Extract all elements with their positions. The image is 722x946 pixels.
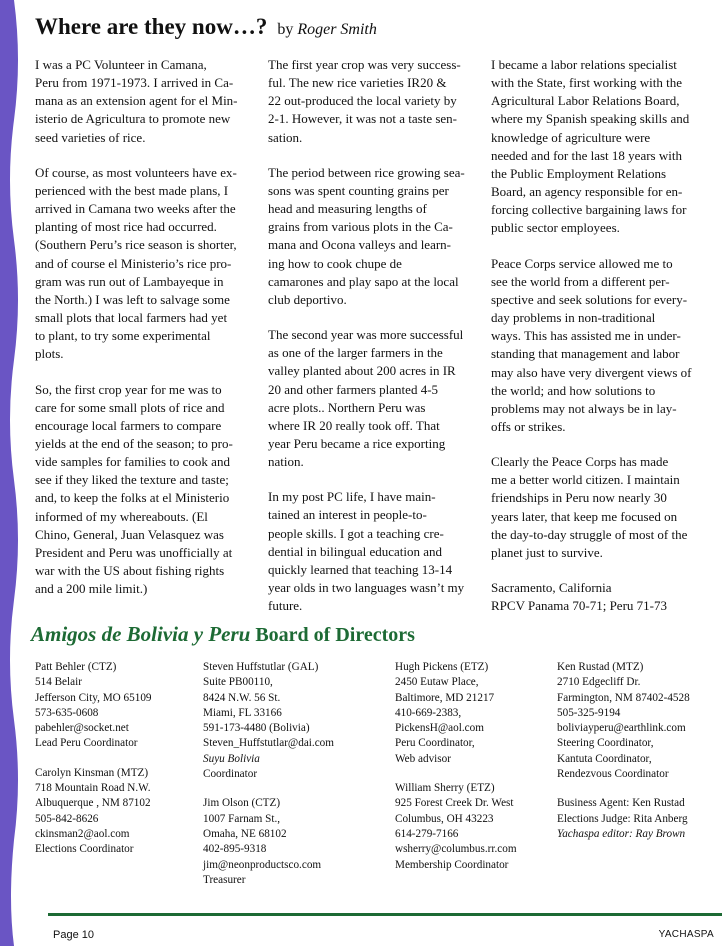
- left-decorative-bar: [0, 0, 23, 946]
- director-info-line: 402-895-9318: [203, 843, 267, 856]
- paragraph: I was a PC Volunteer in Camana, Peru from 1971-1973. I arrived in Ca- mana as an extension agent for el Min- isterio de Agricultura to promote new seed varieties of rice.: [35, 57, 238, 145]
- directory-column-4: [557, 660, 717, 856]
- directory-column-3: [395, 660, 555, 887]
- director-info-line: Lead Peru Coordinator: [35, 737, 138, 750]
- director-info-line: Peru Coordinator,: [395, 737, 475, 750]
- article-title: [35, 14, 705, 46]
- director-info-line: 1007 Farnam St.,: [203, 812, 281, 825]
- byline-author: Roger Smith: [297, 21, 377, 38]
- director-info-line: Farmington, NM 87402-4528: [557, 691, 690, 704]
- article-column-3: [491, 56, 713, 632]
- board-heading-rest: Board of Directors: [250, 624, 415, 646]
- director-info-line: Steering Coordinator,: [557, 737, 654, 750]
- director-email[interactable]: PickensH@aol.com: [395, 722, 484, 735]
- paragraph: The second year was more successful as one of the larger farmers in the valley planted about 200 acres in IR 20 and other farmers planted 4-5 acre plots.. Northern Peru was where IR 20 really took off. That year Peru became a rice exporting nation.: [268, 327, 464, 470]
- director-info-line: Omaha, NE 68102: [203, 827, 287, 840]
- paragraph: Of course, as most volunteers have ex- perienced with the best made plans, I arrived in Camana two weeks after the planting of most rice had occurred. (Southern Peru’s rice season is shorter, and of course el Ministerio’s rice pro- gram was run out of Lambayeque in the North.) I was left to salvage some small plots that local farmers had yet to plant, to try some experimental plots.: [35, 164, 237, 362]
- director-info-line: Albuquerque , NM 87102: [35, 797, 151, 810]
- article-column-2: [268, 56, 486, 632]
- publication-name: YACHASPA: [658, 929, 714, 940]
- paragraph: I became a labor relations specialist with the State, first working with the Agricultural Labor Relations Board, where my Spanish speaking skills and knowledge of agriculture were needed and for the last 18 years with the Public Employment Relations Board, an agency responsible for en- forcing collective bargaining laws for public sector employees.: [491, 57, 690, 236]
- director-info-line: William Sherry (ETZ): [395, 782, 495, 795]
- director-info-line: Elections Judge: Rita Anberg: [557, 812, 688, 825]
- director-email[interactable]: boliviayperu@earthlink.com: [557, 722, 686, 735]
- director-info-line: Kantuta Coordinator,: [557, 752, 652, 765]
- footer-divider: [48, 913, 722, 916]
- paragraph: The first year crop was very success- ful. The new rice varieties IR20 & 22 out-produced the local variety by 2-1. However, it was not a taste sen- sation.: [268, 57, 461, 145]
- director-email[interactable]: wsherry@columbus.rr.com: [395, 843, 517, 856]
- director-email[interactable]: pabehler@socket.net: [35, 722, 129, 735]
- director-info-line: 505-325-9194: [557, 706, 621, 719]
- director-info-line: 614-279-7166: [395, 827, 459, 840]
- director-info-line: Business Agent: Ken Rustad: [557, 797, 685, 810]
- director-info-line: Web advisor: [395, 752, 451, 765]
- director-entry: [557, 660, 717, 782]
- byline-by: by: [277, 21, 294, 38]
- director-info-line: 514 Belair: [35, 676, 82, 689]
- paragraph: So, the first crop year for me was to care for some small plots of rice and encourage local farmers to compare yields at the end of the season; to pro- vide samples for families to cook and see if they liked the texture and taste; and, to keep the folks at el Ministerio informed of my whereabouts. (El Chino, General, Juan Velasquez was President and Peru was unofficially at war with the US about fishing rights and a 200 mile limit.): [35, 381, 233, 597]
- director-info-line: Baltimore, MD 21217: [395, 691, 495, 704]
- director-info-line: Carolyn Kinsman (MTZ): [35, 766, 149, 779]
- director-info-line: 718 Mountain Road N.W.: [35, 782, 151, 795]
- paragraph: Peace Corps service allowed me to see the world from a different per- spective and seek solutions for every- day problems in non-traditional ways. This has assisted me in under- standing that management and labor may also have very divergent views of the world; and how solutions to problems may not always be in lay- offs or strikes.: [491, 255, 692, 434]
- director-info-line: 2710 Edgecliff Dr.: [557, 676, 641, 689]
- director-info-line: Columbus, OH 43223: [395, 812, 494, 825]
- page-number: Page 10: [53, 929, 94, 941]
- director-info-line: Jim Olson (CTZ): [203, 797, 281, 810]
- director-info-line: Elections Coordinator: [35, 843, 134, 856]
- director-info-line: 8424 N.W. 56 St.: [203, 691, 281, 704]
- director-info-line: Ken Rustad (MTZ): [557, 661, 644, 673]
- director-email[interactable]: ckinsman2@aol.com: [35, 827, 130, 840]
- director-info-line: Jefferson City, MO 65109: [35, 691, 152, 704]
- article-heading: Where are they now…?: [35, 14, 268, 39]
- director-info-line: Suyu Bolivia: [203, 752, 260, 765]
- director-info-line: Steven Huffstutlar (GAL): [203, 661, 319, 673]
- director-entry: [35, 660, 195, 752]
- director-info-line: Hugh Pickens (ETZ): [395, 661, 489, 673]
- director-info-line: 505-842-8626: [35, 812, 99, 825]
- director-info-line: Suite PB00110,: [203, 676, 273, 689]
- directory-column-2: [203, 660, 373, 902]
- director-entry: [395, 781, 555, 873]
- director-info-line: Membership Coordinator: [395, 858, 509, 871]
- director-entry: [203, 660, 373, 782]
- director-email[interactable]: Steven_Huffstutlar@dai.com: [203, 737, 334, 750]
- director-info-line: Miami, FL 33166: [203, 706, 282, 719]
- board-org-name: Amigos de Bolivia y Peru: [31, 622, 251, 646]
- director-entry: [557, 796, 717, 842]
- director-entry: [395, 660, 555, 767]
- paragraph: In my post PC life, I have main- tained an interest in people-to- people skills. I got a teaching cre- dential in bilingual education and quickly learned that teaching 13-14 year olds in two languages wasn’t my future.: [268, 489, 465, 614]
- paragraph: The period between rice growing sea- sons was spent counting grains per head and measuring lengths of grains from various plots in the Ca- mana and Ocona valleys and learn- ing how to cook chupe de camarones and play sapo at the local club deportivo.: [268, 164, 465, 307]
- director-info-line: 2450 Eutaw Place,: [395, 676, 479, 689]
- article-column-1: [35, 56, 265, 615]
- director-info-line: Patt Behler (CTZ): [35, 661, 117, 673]
- director-entry: [203, 796, 373, 888]
- directory-column-1: [35, 660, 195, 872]
- director-info-line: 410-669-2383,: [395, 706, 462, 719]
- signature-location: Sacramento, California RPCV Panama 70-71; Peru 71-73: [491, 580, 667, 614]
- director-info-line: Rendezvous Coordinator: [557, 768, 669, 781]
- director-info-line: 573-635-0608: [35, 706, 99, 719]
- director-info-line: 591-173-4480 (Bolivia): [203, 722, 310, 735]
- director-info-line: 925 Forest Creek Dr. West: [395, 797, 514, 810]
- board-heading: [31, 622, 711, 650]
- director-email[interactable]: jim@neonproductsco.com: [203, 858, 322, 871]
- director-entry: [35, 766, 195, 858]
- director-info-line: Coordinator: [203, 768, 258, 781]
- director-info-line: Treasurer: [203, 873, 246, 886]
- director-info-line: Yachaspa editor: Ray Brown: [557, 827, 686, 840]
- paragraph: Clearly the Peace Corps has made me a better world citizen. I maintain friendships in Peru now nearly 30 years later, that keep me focused on the day-to-day struggle of most of the planet just to survive.: [491, 454, 688, 560]
